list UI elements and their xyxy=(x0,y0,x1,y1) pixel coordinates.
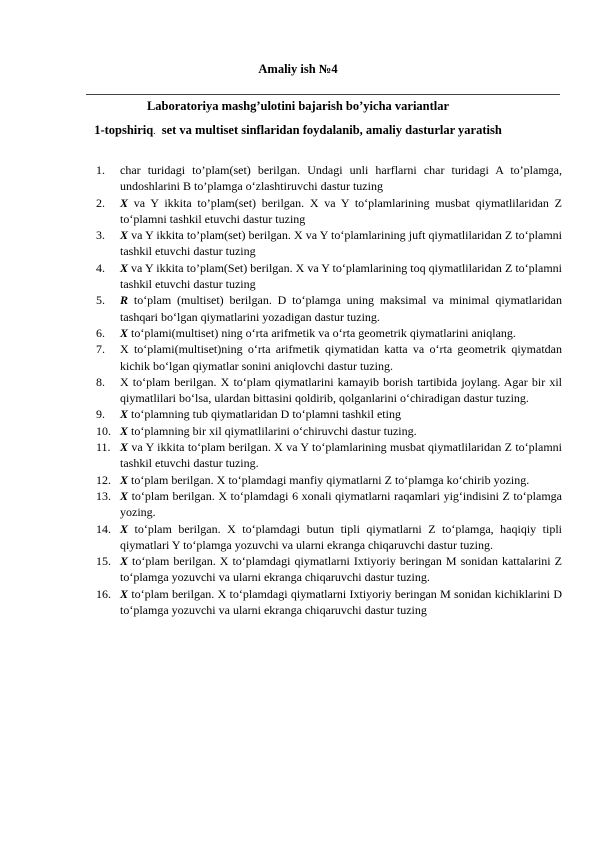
variant-number: 2. xyxy=(96,195,105,210)
variant-number: 8. xyxy=(96,374,105,389)
variant-item xyxy=(96,423,562,439)
variant-number: 10. xyxy=(96,423,111,438)
variant-variable: X xyxy=(120,260,129,275)
variant-text: X to‘plami(multiset)ning o‘rta arifmetik qiymatidan katta va o‘rta geometrik qiymatdan kichik bo‘lgan qiymatlar sonini aniqlovchi dastur tuzing. xyxy=(120,342,562,373)
task-heading xyxy=(0,123,596,138)
task-separator: . xyxy=(153,126,156,136)
variant-text: to‘plam (multiset) berilgan. D to‘plamga uning maksimal va minimal qiymatlaridan tashqari bo‘lgan qiymatlarini yozadigan dastur tuzing. xyxy=(120,293,562,324)
variant-item xyxy=(96,439,562,472)
variant-number: 15. xyxy=(96,554,111,569)
variant-number: 11. xyxy=(96,440,111,455)
variant-number: 7. xyxy=(96,342,105,357)
variant-item xyxy=(96,162,562,195)
task-text: set va multiset sinflaridan foydalanib, amaliy dasturlar yaratish xyxy=(161,123,502,137)
variant-list xyxy=(96,162,562,618)
page-title: Amaliy ish №4 xyxy=(258,62,338,76)
variant-item xyxy=(96,325,562,341)
variant-text: va Y ikkita to’plam(set) berilgan. X va Y to‘plamlarining juft qiymatlilaridan Z to‘plamni tashkil etuvchi dastur tuzing xyxy=(120,228,562,259)
variant-item xyxy=(96,341,562,374)
page-subtitle: Laboratoriya mashg’ulotini bajarish bo’yicha variantlar xyxy=(146,99,450,113)
variant-number: 4. xyxy=(96,260,105,275)
variant-number: 1. xyxy=(96,163,105,177)
variant-text: to‘plamning bir xil qiymatlilarini o‘chiruvchi dastur tuzing. xyxy=(128,423,417,438)
variant-variable: X xyxy=(120,228,129,243)
variant-item xyxy=(96,472,562,488)
variant-text: to‘plam berilgan. X to‘plamdagi 6 xonali qiymatlarni raqamlari yig‘indisini Z to‘plamga yozing. xyxy=(120,488,562,520)
variant-text: to‘plami(multiset) ning o‘rta arifmetik va o‘rta geometrik qiymatlarini aniqlang. xyxy=(128,325,516,340)
variant-text: va Y ikkita to’plam(set) berilgan. X va Y to‘plamlarining musbat qiymatlilaridan Z to‘plamni tashkil etuvchi dastur tuzing xyxy=(120,195,562,226)
variant-item xyxy=(96,374,562,407)
variant-text: X to‘plam berilgan. X to‘plam qiymatlarini kamayib borish tartibida joylang. Agar bir xil qiymatlilari bo‘lsa, ulardan bittasini qoldirib, qolganlarini o‘chiradigan dastur tuzing. xyxy=(120,374,562,406)
variant-text: char turidagi to’plam(set) berilgan. Undagi unli harflarni char turidagi A to’plamga, undoshlarini B to’plamga o‘zlashtiruvchi dastur tuzing xyxy=(120,163,562,194)
variant-number: 6. xyxy=(96,325,105,340)
variant-text: to‘plam berilgan. X to‘plamdagi qiymatlarni Ixtiyoriy beringan M sonidan kichiklarini D to‘plamga yozuvchi va ularni ekranga chiqaruvchi dastur tuzing xyxy=(120,586,562,618)
variant-variable: X xyxy=(120,521,129,536)
variant-item xyxy=(96,292,562,325)
variant-variable: X xyxy=(120,440,129,455)
variant-text: to‘plam berilgan. X to‘plamdagi qiymatlarni Ixtiyoriy beringan M sonidan kattalarini Z to‘plamga yozuvchi va ularni ekranga chiqaruvchi dastur tuzing. xyxy=(120,554,562,585)
variant-item xyxy=(96,488,562,521)
variant-variable: X xyxy=(120,325,129,340)
variant-item xyxy=(96,195,562,228)
variant-text: to‘plam berilgan. X to‘plamdagi butun tipli qiymatlarni Z to‘plamga, haqiqiy tipli qiymatlari Y to‘plamga yozuvchi va ularni ekranga chiqaruvchi dastur tuzing. xyxy=(120,521,562,552)
variant-item xyxy=(96,586,562,619)
variant-number: 14. xyxy=(96,521,111,536)
variant-item xyxy=(96,521,562,554)
title-divider xyxy=(86,94,560,95)
variant-text: va Y ikkita to‘plam berilgan. X va Y to‘plamlarining musbat qiymatlilaridan Z to‘plamni tashkil etuvchi dastur tuzing. xyxy=(120,440,562,471)
variant-text: to‘plamning tub qiymatlaridan D to‘plamni tashkil eting xyxy=(128,407,401,422)
variant-variable: X xyxy=(120,554,129,569)
variant-text: va Y ikkita to’plam(Set) berilgan. X va Y to‘plamlarining toq qiymatlilaridan Z to‘plamni tashkil etuvchi dastur tuzing xyxy=(120,260,562,292)
variant-item xyxy=(96,406,562,422)
variant-item xyxy=(96,553,562,586)
variant-number: 12. xyxy=(96,472,111,487)
variant-text: to‘plam berilgan. X to‘plamdagi manfiy qiymatlarni Z to‘plamga ko‘chirib yozing. xyxy=(128,472,530,487)
variant-variable: X xyxy=(120,195,129,210)
variant-number: 5. xyxy=(96,293,105,308)
variant-item xyxy=(96,260,562,293)
task-label: 1-topshiriq xyxy=(94,123,154,137)
variant-variable: R xyxy=(120,293,129,308)
variant-number: 3. xyxy=(96,228,105,243)
variant-variable: X xyxy=(120,472,129,487)
variant-variable: X xyxy=(120,488,129,503)
variant-number: 13. xyxy=(96,488,111,503)
variant-variable: X xyxy=(120,423,129,438)
variant-variable: X xyxy=(120,586,129,601)
variant-number: 9. xyxy=(96,407,105,422)
variant-variable: X xyxy=(120,407,129,422)
variant-item xyxy=(96,227,562,260)
variant-number: 16. xyxy=(96,586,111,601)
